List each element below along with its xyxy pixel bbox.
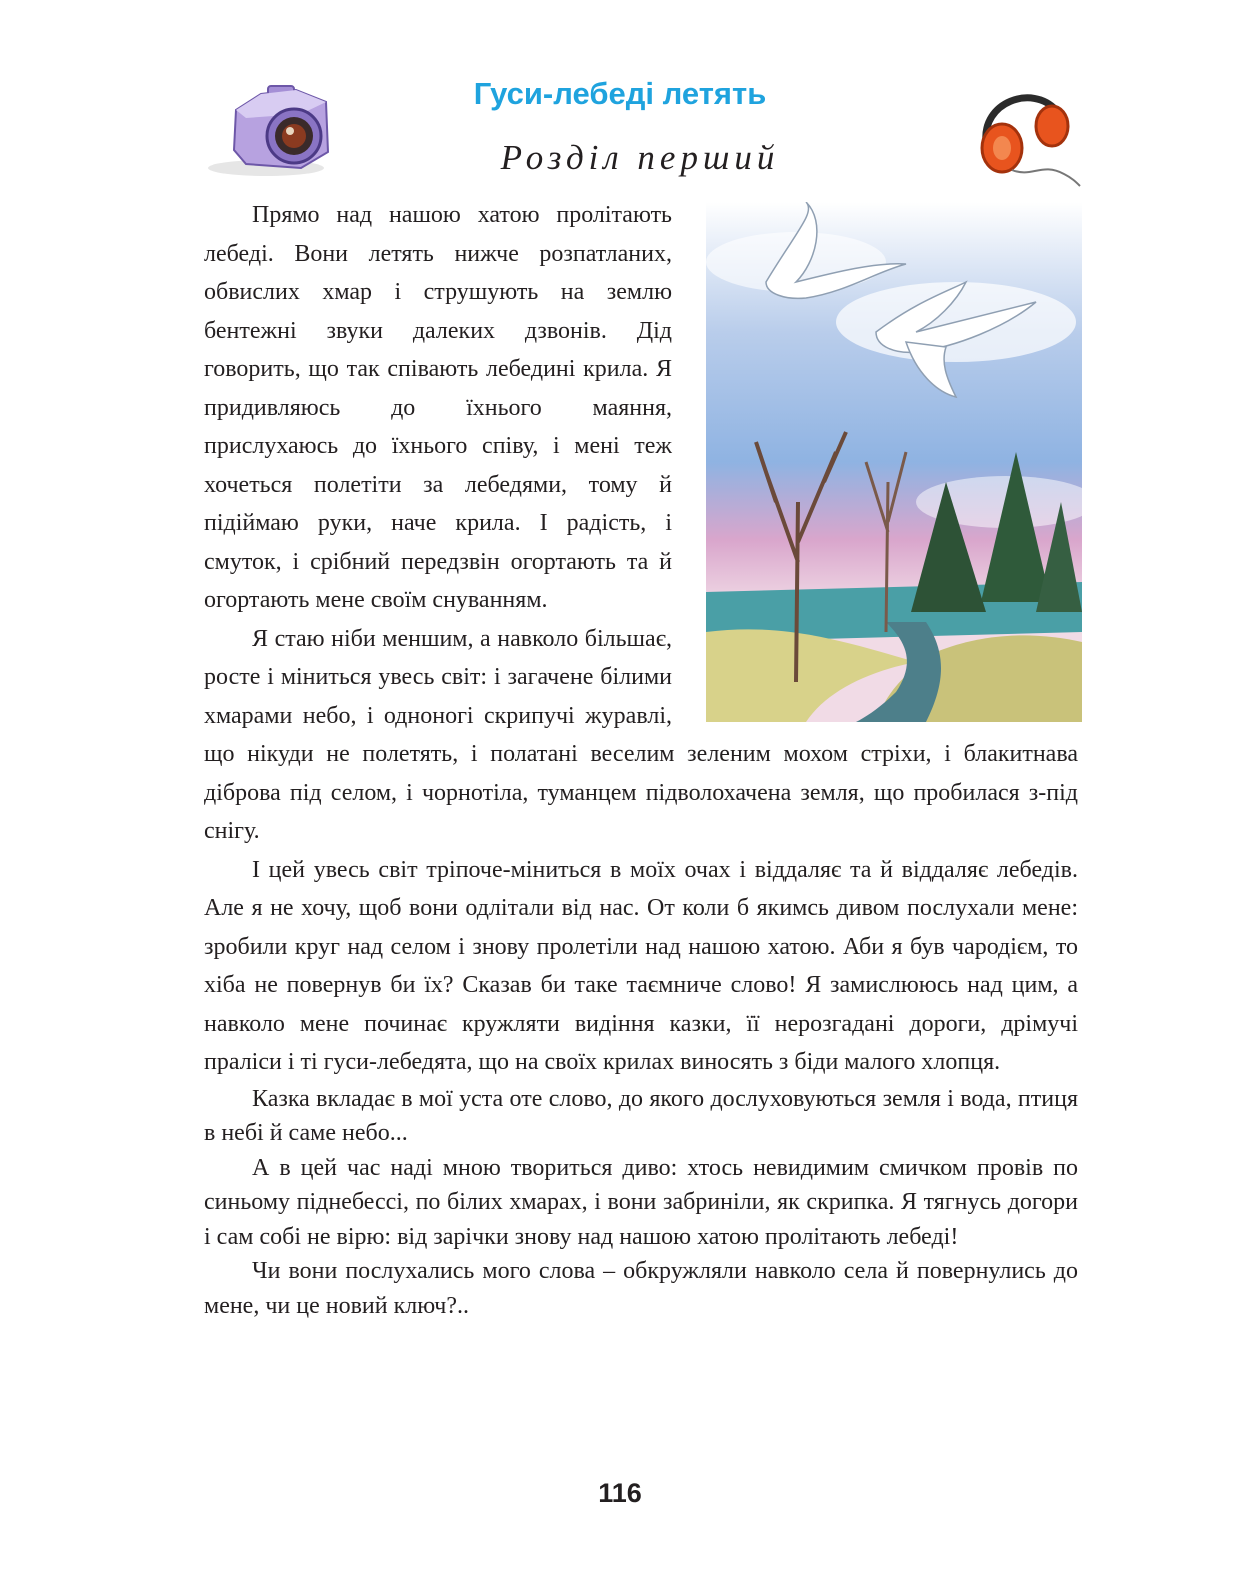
headphones-icon — [972, 82, 1082, 192]
paragraph: А в цей час наді мною твориться диво: хтось невидимим смичком провів по синьому піднебессі, по білих хмарах, і вони забриніли, як скрипка. Я тягнусь догори і сам собі не вірю: від зарічки знову над нашою хатою пролітають лебеді! — [204, 1154, 1078, 1250]
chapter-subtitle: Розділ перший — [500, 138, 780, 177]
paragraph: І цей увесь світ тріпоче-міниться в моїх очах і віддаляє та й віддаляє лебедів. Але я не хочу, щоб вони одлітали від нас. От коли б якимсь дивом послухали мене: зробили круг над селом і знову пролетіли над нашою хатою. Аби я був чародієм, то хіба не повернув би їх? Сказав би таке таємниче слово! Я замислююсь над цим, а навколо мене починає кружляти видіння казки, її нерозгадані дороги, дрімучі праліси і ті гуси-лебедята, що на своїх крилах виносять з біди малого хлопця. — [204, 856, 1078, 1075]
camera-icon — [206, 80, 338, 180]
title: Гуси-лебеді летять — [473, 76, 767, 111]
page-number: 116 — [598, 1478, 642, 1508]
paragraph: Чи вони послухались мого слова – обкружляли навколо села й повернулись до мене, чи це новий ключ?.. — [204, 1258, 1078, 1319]
paragraph: Прямо над нашою хатою пролітають лебеді. Вони летять нижче розпатланих, обвислих хмар і струшують на землю бентежні звуки далеких дзвонів. Дід говорить, що так співають лебедині крила. Я придивляюсь до їхнього маяння, прислухаюсь до їхнього співу, і мені теж хочеться полетіти за лебедями, тому й підіймаю руки, наче крила. І радість, і смуток, і срібний передзвін огортають та й огортають мене своїм снуванням. — [204, 202, 672, 613]
paragraph: Я стаю ніби меншим, а навколо більшає, росте і міниться увесь світ: і загачене білими хмарами небо, і одноногі скрипучі журавлі, що нікуди не полетять, і полатані веселим зеленим мохом стріхи, і блакитнава діброва під селом, і чорнотіла, туманцем підволохачена земля, що пробилася з-під снігу. — [204, 625, 1078, 844]
paragraph: Казка вкладає в мої уста оте слово, до якого дослуховуються земля і вода, птиця в небі й саме небо... — [204, 1085, 1078, 1146]
story-text — [204, 196, 1078, 1323]
